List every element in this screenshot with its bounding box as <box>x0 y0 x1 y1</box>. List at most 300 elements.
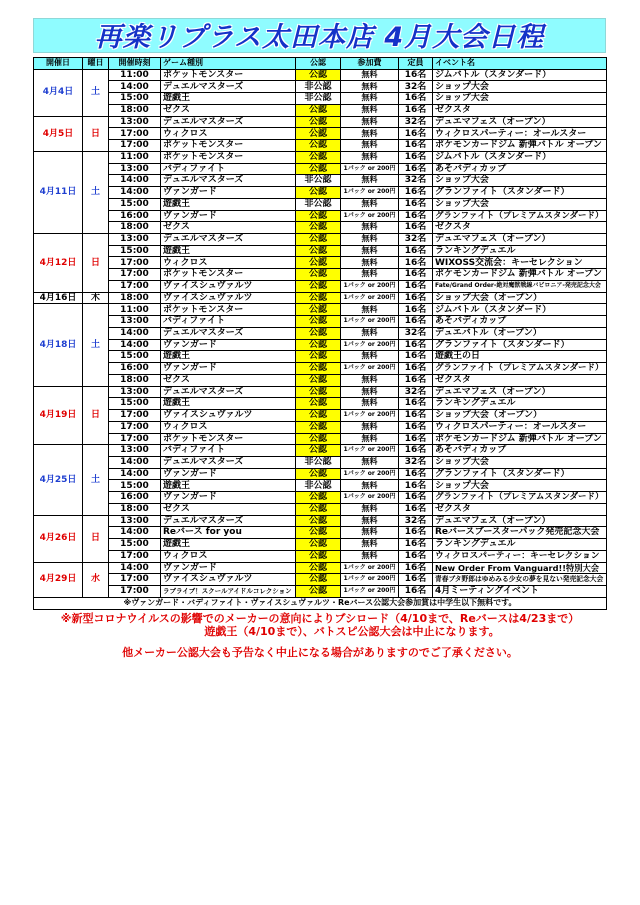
time-cell <box>109 292 161 304</box>
event-cell <box>433 269 607 281</box>
event-cell <box>433 421 607 433</box>
fee-cell <box>341 468 399 480</box>
table-row <box>34 503 607 515</box>
capacity-cell <box>399 222 433 234</box>
time-cell-text: 14:00 <box>120 339 149 350</box>
fee-cell-text: 1パック or 200円 <box>343 493 396 501</box>
event-cell <box>433 104 607 116</box>
weekday-cell <box>83 445 109 515</box>
table-row <box>34 245 607 257</box>
time-cell-text: 15:00 <box>120 245 149 256</box>
game-cell <box>161 269 296 281</box>
time-cell <box>109 151 161 163</box>
event-cell <box>433 292 607 304</box>
notice-line: ※新型コロナウイルスの影響でのメーカーの意向によりブシロード（4/10まで、Reバースは4/23まで） <box>60 612 580 625</box>
official-cell <box>296 574 341 586</box>
event-cell-text: New Order From Vanguard!!特別大会 <box>435 562 600 573</box>
capacity-cell-text: 16名 <box>404 480 427 491</box>
game-cell-text: ウィクロス <box>163 421 208 432</box>
event-cell <box>433 69 607 81</box>
event-cell-text: ショップ大会 <box>435 198 489 209</box>
date-cell-text: 4月16日 <box>39 292 77 303</box>
table-row <box>34 468 607 480</box>
capacity-cell <box>399 292 433 304</box>
event-cell <box>433 175 607 187</box>
header-official <box>296 58 341 70</box>
event-cell-text: デュエマフェス（オープン） <box>435 116 551 127</box>
game-cell <box>161 104 296 116</box>
table-row <box>34 527 607 539</box>
event-cell-text: ゼクスタ <box>435 374 471 385</box>
header-fee-text: 参加費 <box>357 58 382 68</box>
event-cell-text: ジムバトル（スタンダード） <box>435 304 552 315</box>
time-cell <box>109 539 161 551</box>
capacity-cell-text: 16名 <box>404 69 427 80</box>
official-cell-text: 公認 <box>308 234 327 245</box>
header-game-text: ゲーム種別 <box>163 58 203 68</box>
official-cell <box>296 374 341 386</box>
fee-cell <box>341 539 399 551</box>
fee-cell <box>341 116 399 128</box>
event-cell <box>433 503 607 515</box>
event-cell <box>433 222 607 234</box>
time-cell <box>109 562 161 574</box>
official-cell <box>296 104 341 116</box>
game-cell-text: ポケットモンスター <box>163 433 244 444</box>
time-cell-text: 14:00 <box>120 187 149 198</box>
notice-line: 遊戯王（4/10まで）、バトスピ公認大会は中止になります。 <box>204 625 500 638</box>
time-cell-text: 15:00 <box>120 198 149 209</box>
fee-cell-text: 1パック or 200円 <box>343 587 396 595</box>
weekday-cell-text: 日 <box>90 410 100 421</box>
date-cell <box>34 386 83 445</box>
fee-cell-text: 無料 <box>361 386 378 396</box>
weekday-cell <box>83 292 109 304</box>
game-cell-text: デュエルマスターズ <box>163 328 244 338</box>
game-cell-text: ゼクス <box>163 504 190 515</box>
header-capacity-text: 定員 <box>407 58 424 68</box>
fee-cell-text: 1パック or 200円 <box>343 364 396 372</box>
time-cell <box>109 574 161 586</box>
capacity-cell <box>399 421 433 433</box>
official-cell <box>296 151 341 163</box>
date-cell-text: 4月18日 <box>39 339 77 350</box>
game-cell <box>161 421 296 433</box>
capacity-cell <box>399 304 433 316</box>
header-row <box>34 58 607 70</box>
fee-cell-text: 無料 <box>361 269 378 279</box>
capacity-cell <box>399 128 433 140</box>
schedule-table <box>33 57 607 610</box>
game-cell <box>161 363 296 375</box>
table-row <box>34 187 607 199</box>
time-cell-text: 18:00 <box>120 222 149 233</box>
header-official-text: 公認 <box>310 58 326 68</box>
time-cell-text: 14:00 <box>120 468 149 479</box>
event-cell <box>433 210 607 222</box>
official-cell-text: 公認 <box>308 515 327 526</box>
game-cell <box>161 468 296 480</box>
official-cell <box>296 128 341 140</box>
fee-cell <box>341 398 399 410</box>
capacity-cell-text: 16名 <box>404 398 427 409</box>
time-cell-text: 13:00 <box>120 116 149 127</box>
event-cell <box>433 468 607 480</box>
official-cell-text: 公認 <box>308 140 327 151</box>
date-cell <box>34 69 83 116</box>
official-cell <box>296 93 341 105</box>
game-cell <box>161 316 296 328</box>
fee-cell <box>341 550 399 562</box>
official-cell <box>296 492 341 504</box>
time-cell-text: 13:00 <box>120 316 149 327</box>
capacity-cell <box>399 339 433 351</box>
fee-cell-text: 無料 <box>361 257 378 267</box>
time-cell-text: 13:00 <box>120 234 149 245</box>
official-cell-text: 公認 <box>308 269 327 280</box>
page-title-text: 再楽リプラス太田本店 4月大会日程 <box>94 22 545 53</box>
official-cell <box>296 410 341 422</box>
date-cell <box>34 151 83 233</box>
official-cell-text: 公認 <box>308 445 327 456</box>
time-cell <box>109 527 161 539</box>
game-cell-text: 遊戯王 <box>163 198 191 209</box>
game-cell-text: バディファイト <box>163 163 226 174</box>
event-cell-text: グランファイト（スタンダード） <box>435 468 570 479</box>
time-cell-text: 15:00 <box>120 398 149 409</box>
fee-cell <box>341 339 399 351</box>
table-row <box>34 175 607 187</box>
official-cell-text: 公認 <box>308 410 327 421</box>
event-cell <box>433 351 607 363</box>
event-cell <box>433 327 607 339</box>
official-cell-text: 非公認 <box>304 93 332 104</box>
fee-cell-text: 無料 <box>361 198 378 208</box>
fee-cell-text: 無料 <box>361 433 378 443</box>
event-cell <box>433 234 607 246</box>
game-cell-text: ヴァイスシュヴァルツ <box>163 281 253 292</box>
official-cell-text: 公認 <box>308 504 327 515</box>
official-cell-text: 公認 <box>308 492 327 503</box>
event-cell-text: WIXOSS交流会：キーセレクション <box>435 257 583 268</box>
capacity-cell-text: 16名 <box>404 562 427 573</box>
date-cell <box>34 515 83 562</box>
capacity-cell <box>399 327 433 339</box>
game-cell-text: ヴァイスシュヴァルツ <box>163 574 253 585</box>
game-cell <box>161 175 296 187</box>
event-cell-text: 4月ミーティングイベント <box>435 586 539 597</box>
fee-cell-text: 1パック or 200円 <box>343 317 396 325</box>
event-cell <box>433 128 607 140</box>
fee-cell <box>341 562 399 574</box>
game-cell-text: ヴァンガード <box>163 210 217 221</box>
game-cell <box>161 280 296 292</box>
time-cell <box>109 515 161 527</box>
capacity-cell-text: 16名 <box>404 198 427 209</box>
fee-cell-text: 無料 <box>361 515 378 525</box>
capacity-cell <box>399 187 433 199</box>
table-row <box>34 316 607 328</box>
official-cell <box>296 316 341 328</box>
game-cell-text: ポケットモンスター <box>163 140 244 151</box>
official-cell <box>296 163 341 175</box>
fee-cell <box>341 492 399 504</box>
fee-cell <box>341 304 399 316</box>
capacity-cell-text: 16名 <box>404 316 427 327</box>
official-cell <box>296 280 341 292</box>
table-row <box>34 210 607 222</box>
time-cell <box>109 398 161 410</box>
header-capacity <box>399 58 433 70</box>
game-cell-text: ゼクス <box>163 222 190 233</box>
capacity-cell-text: 16名 <box>404 363 427 374</box>
game-cell-text: バディファイト <box>163 445 226 456</box>
fee-cell-text: 1パック or 200円 <box>343 446 396 454</box>
event-cell <box>433 304 607 316</box>
capacity-cell-text: 16名 <box>404 105 427 116</box>
game-cell-text: ウィクロス <box>163 128 208 139</box>
date-cell-text: 4月19日 <box>39 410 77 421</box>
official-cell <box>296 456 341 468</box>
weekday-cell <box>83 304 109 386</box>
table-row <box>34 280 607 292</box>
capacity-cell-text: 16名 <box>404 93 427 104</box>
capacity-cell-text: 32名 <box>404 116 427 127</box>
time-cell-text: 15:00 <box>120 480 149 491</box>
time-cell-text: 15:00 <box>120 93 149 104</box>
event-cell-text: ランキングデュエル <box>435 398 516 409</box>
page-title <box>33 18 606 53</box>
capacity-cell-text: 16名 <box>404 140 427 151</box>
official-cell <box>296 515 341 527</box>
official-cell <box>296 210 341 222</box>
game-cell-text: ポケットモンスター <box>163 151 244 162</box>
capacity-cell-text: 16名 <box>404 245 427 256</box>
event-cell-text: グランファイト（プレミアムスタンダード） <box>435 492 604 503</box>
game-cell-text: デュエルマスターズ <box>163 116 244 127</box>
game-cell <box>161 234 296 246</box>
official-cell-text: 公認 <box>308 328 327 338</box>
game-cell-text: ヴァンガード <box>163 562 217 573</box>
event-cell <box>433 187 607 199</box>
fee-cell <box>341 280 399 292</box>
time-cell <box>109 245 161 257</box>
capacity-cell-text: 16名 <box>404 468 427 479</box>
event-cell <box>433 492 607 504</box>
weekday-cell <box>83 69 109 116</box>
time-cell-text: 16:00 <box>120 492 149 503</box>
time-cell <box>109 339 161 351</box>
time-cell <box>109 210 161 222</box>
event-cell-text: デュエマフェス（オープン） <box>435 386 551 397</box>
game-cell <box>161 222 296 234</box>
time-cell <box>109 140 161 152</box>
table-row <box>34 492 607 504</box>
header-weekday-text: 曜日 <box>87 58 104 68</box>
date-cell-text: 4月4日 <box>42 87 74 98</box>
capacity-cell <box>399 550 433 562</box>
time-cell <box>109 116 161 128</box>
game-cell-text: ヴァンガード <box>163 492 217 503</box>
header-time <box>109 58 161 70</box>
game-cell-text: ヴァイスシュヴァルツ <box>163 292 253 303</box>
game-cell-text: ヴァンガード <box>163 363 217 374</box>
capacity-cell-text: 32名 <box>404 175 427 186</box>
time-cell <box>109 410 161 422</box>
capacity-cell-text: 16名 <box>404 128 427 139</box>
game-cell <box>161 515 296 527</box>
fee-cell-text: 無料 <box>361 504 378 514</box>
table-row <box>34 116 607 128</box>
game-cell <box>161 339 296 351</box>
header-event-text: イベント名 <box>435 58 475 68</box>
official-cell-text: 非公認 <box>304 457 332 468</box>
time-cell-text: 11:00 <box>120 69 149 80</box>
table-row <box>34 128 607 140</box>
table-row <box>34 69 607 81</box>
footnote-row <box>34 597 607 609</box>
fee-cell <box>341 503 399 515</box>
capacity-cell-text: 16名 <box>404 151 427 162</box>
capacity-cell-text: 16名 <box>404 210 427 221</box>
game-cell-text: ゼクス <box>163 374 190 385</box>
date-cell-text: 4月5日 <box>42 128 74 139</box>
capacity-cell <box>399 527 433 539</box>
capacity-cell <box>399 245 433 257</box>
fee-cell-text: 1パック or 200円 <box>343 282 396 290</box>
game-cell <box>161 586 296 598</box>
official-cell-text: 公認 <box>308 363 327 374</box>
event-cell <box>433 515 607 527</box>
fee-cell-text: 無料 <box>361 151 378 161</box>
table-row <box>34 339 607 351</box>
game-cell-text: ヴァイスシュヴァルツ <box>163 410 253 421</box>
game-cell <box>161 503 296 515</box>
event-cell-text: ウィクロスパーティー：オールスター <box>435 421 587 432</box>
game-cell-text: デュエルマスターズ <box>163 234 244 245</box>
time-cell-text: 17:00 <box>120 128 149 139</box>
official-cell <box>296 363 341 375</box>
official-cell <box>296 304 341 316</box>
table-row <box>34 234 607 246</box>
event-cell <box>433 410 607 422</box>
table-row <box>34 515 607 527</box>
official-cell-text: 公認 <box>308 257 327 268</box>
weekday-cell-text: 日 <box>90 257 100 268</box>
event-cell <box>433 433 607 445</box>
game-cell-text: ポケットモンスター <box>163 269 244 280</box>
event-cell-text: ショップ大会 <box>435 175 489 186</box>
event-cell <box>433 527 607 539</box>
official-cell <box>296 245 341 257</box>
game-cell <box>161 163 296 175</box>
fee-cell-text: 無料 <box>361 457 378 467</box>
time-cell-text: 17:00 <box>120 269 149 280</box>
event-cell-text: ゼクスタ <box>435 105 471 116</box>
time-cell-text: 17:00 <box>120 281 149 292</box>
event-cell <box>433 280 607 292</box>
official-cell <box>296 69 341 81</box>
official-cell-text: 公認 <box>308 339 327 350</box>
time-cell <box>109 421 161 433</box>
header-game <box>161 58 296 70</box>
capacity-cell-text: 32名 <box>404 234 427 245</box>
official-cell <box>296 386 341 398</box>
capacity-cell-text: 16名 <box>404 222 427 233</box>
header-time-text: 開催時刻 <box>118 58 151 68</box>
fee-cell-text: 無料 <box>361 374 378 384</box>
event-cell-text: 青春ブタ野郎はゆめみる少女の夢を見ない発売記念大会 <box>435 575 604 584</box>
table-row <box>34 104 607 116</box>
time-cell <box>109 304 161 316</box>
game-cell <box>161 292 296 304</box>
fee-cell-text: 1パック or 200円 <box>343 469 396 477</box>
capacity-cell <box>399 456 433 468</box>
table-row <box>34 81 607 93</box>
capacity-cell <box>399 480 433 492</box>
capacity-cell-text: 32名 <box>404 328 427 338</box>
official-cell <box>296 81 341 93</box>
fee-cell-text: 無料 <box>361 116 378 126</box>
game-cell <box>161 116 296 128</box>
event-cell-text: ショップ大会（オープン） <box>435 292 543 303</box>
game-cell-text: Reバース for you <box>163 527 242 538</box>
event-cell-text: ジムバトル（スタンダード） <box>435 69 552 80</box>
time-cell-text: 18:00 <box>120 374 149 385</box>
table-row <box>34 292 607 304</box>
capacity-cell <box>399 93 433 105</box>
fee-cell-text: 無料 <box>361 480 378 490</box>
time-cell-text: 14:00 <box>120 562 149 573</box>
event-cell <box>433 339 607 351</box>
fee-cell-text: 無料 <box>361 245 378 255</box>
fee-cell <box>341 69 399 81</box>
fee-cell <box>341 363 399 375</box>
event-cell-text: ウィクロスパーティー：オールスター <box>435 128 587 139</box>
official-cell <box>296 116 341 128</box>
table-row <box>34 93 607 105</box>
capacity-cell <box>399 586 433 598</box>
fee-cell <box>341 515 399 527</box>
capacity-cell-text: 16名 <box>404 187 427 198</box>
capacity-cell-text: 16名 <box>404 339 427 350</box>
game-cell <box>161 257 296 269</box>
capacity-cell <box>399 175 433 187</box>
event-cell-text: ショップ大会 <box>435 93 489 104</box>
capacity-cell-text: 16名 <box>404 504 427 515</box>
capacity-cell <box>399 445 433 457</box>
table-row <box>34 433 607 445</box>
capacity-cell <box>399 198 433 210</box>
fee-cell <box>341 163 399 175</box>
capacity-cell <box>399 316 433 328</box>
time-cell <box>109 93 161 105</box>
fee-cell <box>341 433 399 445</box>
fee-cell <box>341 480 399 492</box>
table-row <box>34 151 607 163</box>
weekday-cell-text: 土 <box>90 187 100 198</box>
game-cell-text: デュエルマスターズ <box>163 386 244 397</box>
table-row <box>34 550 607 562</box>
weekday-cell <box>83 515 109 562</box>
game-cell <box>161 492 296 504</box>
game-cell-text: ポケットモンスター <box>163 69 244 80</box>
fee-cell-text: 無料 <box>361 69 378 79</box>
table-row <box>34 574 607 586</box>
time-cell-text: 17:00 <box>120 586 149 597</box>
event-cell-text: あそバディカップ <box>435 445 507 456</box>
time-cell <box>109 269 161 281</box>
